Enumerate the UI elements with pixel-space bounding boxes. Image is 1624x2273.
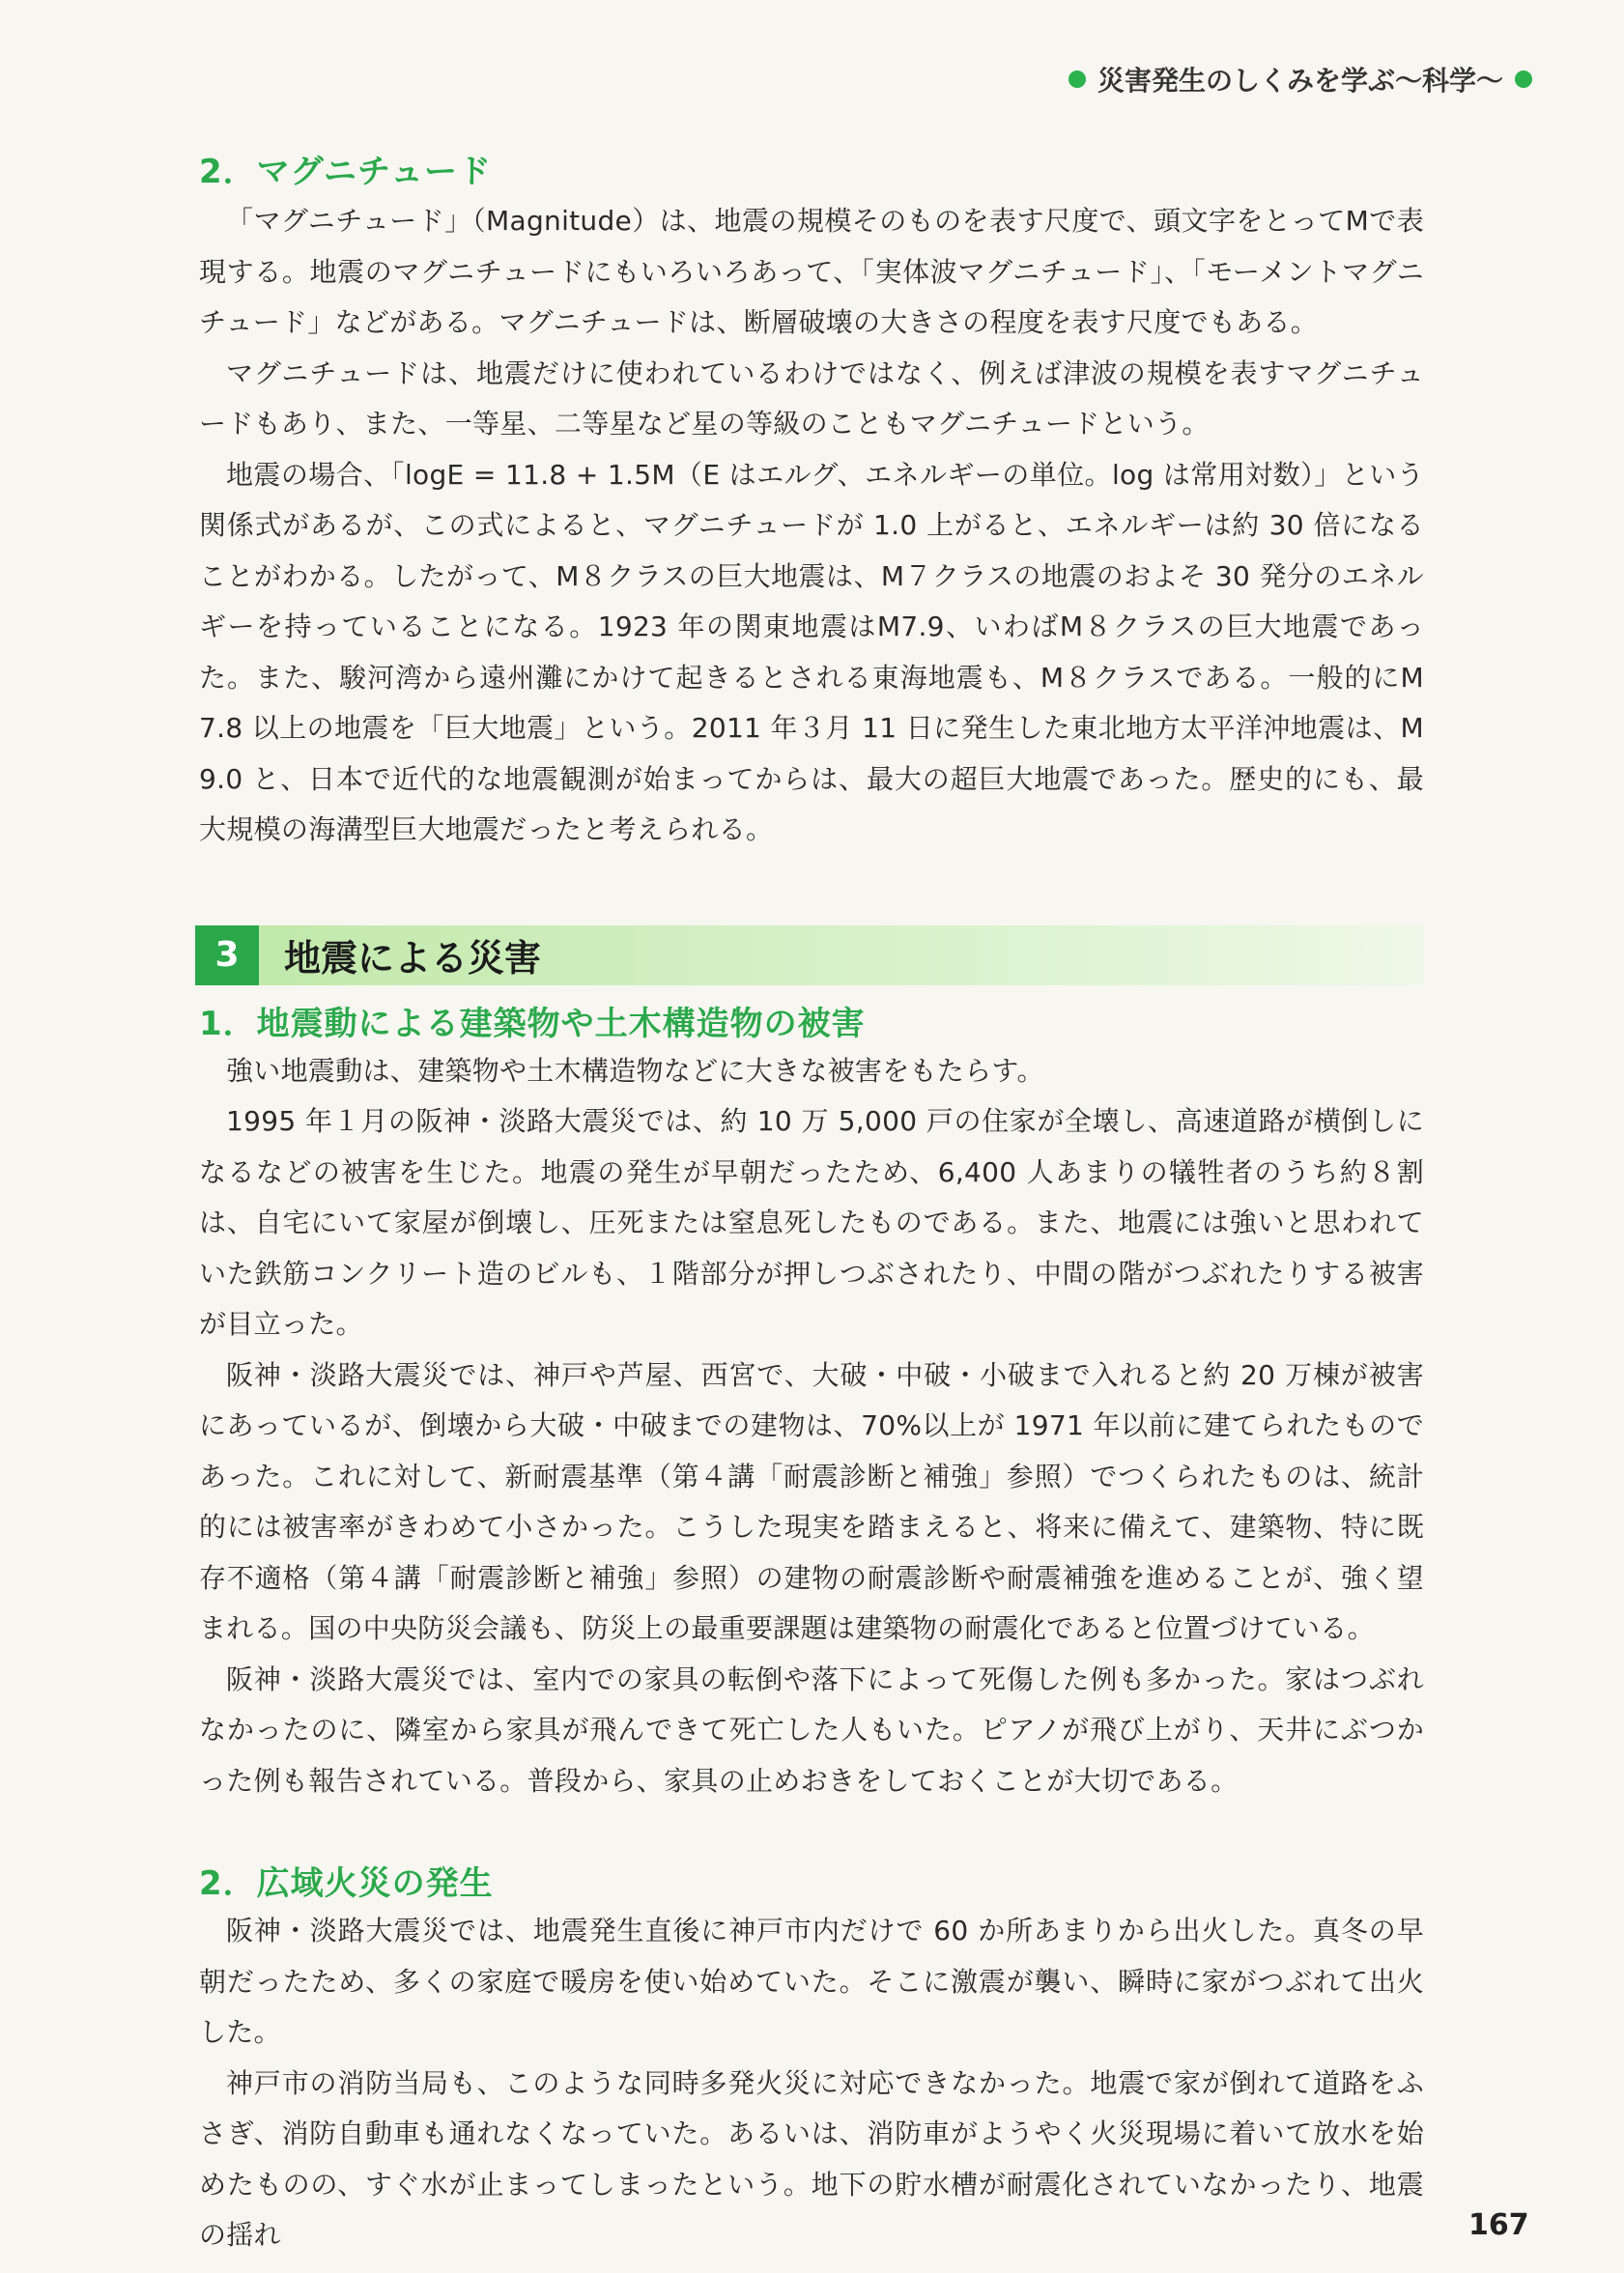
paragraph: 「マグニチュード」（Magnitude）は、地震の規模そのものを表す尺度で、頭文字をとってMで表現する。地震のマグニチュードにもいろいろあって、「実体波マグニチュード」、「モーメントマグニチュード」などがある。マグニチュードは、断層破壊の大きさの程度を表す尺度でもある。 (199, 205, 1424, 338)
section-heading-bar (195, 925, 1424, 985)
running-header (1068, 60, 1532, 99)
paragraph: マグニチュードは、地震だけに使われているわけではなく、例えば津波の規模を表すマグニチュードもあり、また、一等星、二等星など星の等級のこともマグニチュードという。 (199, 356, 1424, 440)
page-number: 167 (1468, 2208, 1529, 2242)
section-number: 3 (195, 925, 259, 985)
heading-building-damage: 1．地震動による建築物や土木構造物の被害 (199, 1004, 866, 1043)
heading-magnitude: 2．マグニチュード (199, 153, 492, 191)
page-content (199, 145, 1424, 2261)
section-title: 地震による災害 (284, 937, 542, 980)
paragraph: 阪神・淡路大震災では、地震発生直後に神戸市内だけで 60 か所あまりから出火した。真冬の早朝だったため、多くの家庭で暖房を使い始めていた。そこに激震が襲い、瞬時に家がつぶれて出火した。 (199, 1915, 1424, 2048)
paragraph: 1995 年１月の阪神・淡路大震災では、約 10 万 5,000 戸の住家が全壊し、高速道路が横倒しになるなどの被害を生じた。地震の発生が早朝だったため、6,400 人あまりの犠牲者のうち約８割は、自宅にいて家屋が倒壊し、圧死または窒息死したものである。また、地震には強いと思われていた鉄筋コンクリート造のビルも、１階部分が押しつぶされたり、中間の階がつぶれたりする被害が目立った。 (199, 1105, 1424, 1340)
paragraph: 地震の場合、「logE = 11.8 + 1.5M（E はエルグ、エネルギーの単位。log は常用対数）」という関係式があるが、この式によると、マグニチュードが 1.0 上がると、エネルギーは約 30 倍になることがわかる。したがって、M８クラスの巨大地震は、M７クラスの地震のおよそ 30 発分のエネルギーを持っていることになる。1923 年の関東地震はM7.9、いわばM８クラスの巨大地震であった。また、駿河湾から遠州灘にかけて起きるとされる東海地震も、M８クラスである。一般的にM 7.8 以上の地震を「巨大地震」という。2011 年３月 11 日に発生した東北地方太平洋沖地震は、M 9.0 と、日本で近代的な地震観測が始まってからは、最大の超巨大地震であった。歴史的にも、最大規模の海溝型巨大地震だったと考えられる。 (199, 458, 1424, 845)
heading-wide-area-fire: 2．広域火災の発生 (199, 1864, 494, 1903)
running-header-title: 災害発生のしくみを学ぶ〜科学〜 (1097, 65, 1503, 97)
green-dot-icon (1515, 71, 1532, 88)
paragraph: 阪神・淡路大震災では、室内での家具の転倒や落下によって死傷した例も多かった。家はつぶれなかったのに、隣室から家具が飛んできて死亡した人もいた。ピアノが飛び上がり、天井にぶつかった例も報告されている。普段から、家具の止めおきをしておくことが大切である。 (199, 1662, 1424, 1797)
paragraph: 神戸市の消防当局も、このような同時多発火災に対応できなかった。地震で家が倒れて道路をふさぎ、消防自動車も通れなくなっていた。あるいは、消防車がようやく火災現場に着いて放水を始めたものの、すぐ水が止まってしまったという。地下の貯水槽が耐震化されていなかったり、地震の揺れ (199, 2066, 1424, 2251)
paragraph: 阪神・淡路大震災では、神戸や芦屋、西宮で、大破・中破・小破まで入れると約 20 万棟が被害にあっているが、倒壊から大破・中破までの建物は、70%以上が 1971 年以前に建てられたものであった。これに対して、新耐震基準（第４講「耐震診断と補強」参照）でつくられたものは、統計的には被害率がきわめて小さかった。こうした現実を踏まえると、将来に備えて、建築物、特に既存不適格（第４講「耐震診断と補強」参照）の建物の耐震診断や耐震補強を進めることが、強く望まれる。国の中央防災会議も、防災上の最重要課題は建築物の耐震化であると位置づけている。 (199, 1358, 1424, 1644)
paragraph: 強い地震動は、建築物や土木構造物などに大きな被害をもたらす。 (226, 1054, 1044, 1087)
green-dot-icon (1068, 71, 1086, 88)
